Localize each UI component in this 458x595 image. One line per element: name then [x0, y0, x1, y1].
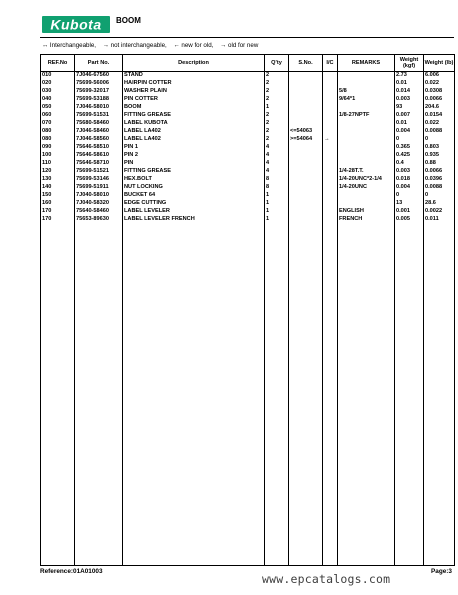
weight-lb-cell: 0.022	[424, 120, 455, 128]
interchangeability-cell	[323, 200, 338, 208]
remarks-cell	[338, 192, 395, 200]
ref-cell: 020	[41, 80, 75, 88]
legend-not-interchangeable: → not interchangeable,	[102, 42, 167, 49]
weight-lb-cell: 6.006	[424, 72, 455, 81]
description-cell: LABEL LEVELER FRENCH	[123, 216, 265, 224]
description-cell: LABEL LEVELER	[123, 208, 265, 216]
parts-table-body	[41, 72, 455, 566]
interchangeability-cell	[323, 176, 338, 184]
col-header-ref: REF.No	[41, 55, 75, 72]
weight-kgf-cell: 0	[395, 192, 424, 200]
serial-number-cell	[289, 168, 323, 176]
weight-lb-cell: 0.935	[424, 152, 455, 160]
ref-cell: 050	[41, 104, 75, 112]
remarks-cell	[338, 200, 395, 208]
weight-kgf-cell: 0.007	[395, 112, 424, 120]
empty-cell	[123, 224, 265, 566]
weight-lb-cell: 0.0066	[424, 96, 455, 104]
weight-kgf-cell: 0.004	[395, 128, 424, 136]
quantity-cell: 2	[265, 120, 289, 128]
header-divider	[40, 37, 454, 38]
weight-lb-cell: 0.0308	[424, 88, 455, 96]
col-header-remarks: REMARKS	[338, 55, 395, 72]
remarks-cell: 1/8-27NPTF	[338, 112, 395, 120]
interchangeability-cell	[323, 72, 338, 81]
remarks-cell: FRENCH	[338, 216, 395, 224]
part-number-cell: 75699-53146	[75, 176, 123, 184]
weight-lb-cell: 28.6	[424, 200, 455, 208]
description-cell: PIN	[123, 160, 265, 168]
empty-cell	[265, 224, 289, 566]
quantity-cell: 2	[265, 112, 289, 120]
col-header-part: Part No.	[75, 55, 123, 72]
ref-cell: 010	[41, 72, 75, 81]
weight-lb-cell: 0.88	[424, 160, 455, 168]
col-header-weight-kgf: Weight (kgf)	[395, 55, 424, 72]
part-number-cell: 75699-51531	[75, 112, 123, 120]
remarks-cell	[338, 144, 395, 152]
remarks-cell	[338, 104, 395, 112]
interchangeability-cell	[323, 168, 338, 176]
table-row	[41, 176, 455, 184]
page-number: Page:3	[431, 568, 452, 575]
ref-cell: 170	[41, 208, 75, 216]
weight-lb-cell: 0.0066	[424, 168, 455, 176]
serial-number-cell	[289, 200, 323, 208]
weight-kgf-cell: 0.01	[395, 120, 424, 128]
weight-lb-cell: 0.022	[424, 80, 455, 88]
interchangeability-cell	[323, 96, 338, 104]
weight-kgf-cell: 0.005	[395, 216, 424, 224]
interchangeability-cell	[323, 112, 338, 120]
page-title: BOOM	[116, 16, 141, 25]
quantity-cell: 8	[265, 184, 289, 192]
serial-number-cell	[289, 112, 323, 120]
weight-kgf-cell: 2.73	[395, 72, 424, 81]
serial-number-cell	[289, 72, 323, 81]
weight-kgf-cell: 0.004	[395, 184, 424, 192]
table-row	[41, 128, 455, 136]
quantity-cell: 1	[265, 192, 289, 200]
quantity-cell: 2	[265, 96, 289, 104]
description-cell: WASHER PLAIN	[123, 88, 265, 96]
serial-number-cell: >=54064	[289, 136, 323, 144]
col-header-serial: S.No.	[289, 55, 323, 72]
quantity-cell: 1	[265, 208, 289, 216]
remarks-cell: ENGLISH	[338, 208, 395, 216]
weight-lb-cell: 0.0088	[424, 128, 455, 136]
empty-cell	[395, 224, 424, 566]
ref-cell: 120	[41, 168, 75, 176]
table-row	[41, 208, 455, 216]
description-cell: PIN COTTER	[123, 96, 265, 104]
ref-cell: 100	[41, 152, 75, 160]
description-cell: HAIRPIN COTTER	[123, 80, 265, 88]
footer-divider	[40, 565, 454, 566]
description-cell: LABEL KUBOTA	[123, 120, 265, 128]
weight-kgf-cell: 13	[395, 200, 424, 208]
table-row	[41, 192, 455, 200]
weight-kgf-cell: 93	[395, 104, 424, 112]
description-cell: PIN 2	[123, 152, 265, 160]
ref-cell: 070	[41, 120, 75, 128]
description-cell: NUT LOCKING	[123, 184, 265, 192]
description-cell: STAND	[123, 72, 265, 81]
table-row	[41, 96, 455, 104]
empty-cell	[75, 224, 123, 566]
ref-cell: 170	[41, 216, 75, 224]
part-number-cell: 7J040-58010	[75, 192, 123, 200]
description-cell: PIN 1	[123, 144, 265, 152]
interchangeability-cell	[323, 184, 338, 192]
ref-cell: 150	[41, 192, 75, 200]
weight-lb-cell: 204.6	[424, 104, 455, 112]
quantity-cell: 1	[265, 104, 289, 112]
interchangeability-cell	[323, 192, 338, 200]
interchangeability-cell	[323, 80, 338, 88]
ref-cell: 160	[41, 200, 75, 208]
description-cell: BOOM	[123, 104, 265, 112]
parts-table	[40, 54, 455, 566]
remarks-cell	[338, 136, 395, 144]
weight-lb-cell: 0.803	[424, 144, 455, 152]
interchangeability-cell	[323, 88, 338, 96]
quantity-cell: 2	[265, 136, 289, 144]
table-row	[41, 136, 455, 144]
part-number-cell: 75699-53188	[75, 96, 123, 104]
part-number-cell: 75699-32017	[75, 88, 123, 96]
ref-cell: 110	[41, 160, 75, 168]
weight-kgf-cell: 0.425	[395, 152, 424, 160]
description-cell: EDGE CUTTING	[123, 200, 265, 208]
ref-cell: 060	[41, 112, 75, 120]
interchangeability-cell	[323, 120, 338, 128]
serial-number-cell	[289, 160, 323, 168]
description-cell: LABEL LA402	[123, 136, 265, 144]
quantity-cell: 4	[265, 144, 289, 152]
quantity-cell: 4	[265, 160, 289, 168]
serial-number-cell	[289, 80, 323, 88]
part-number-cell: 7J046-58010	[75, 104, 123, 112]
table-row	[41, 144, 455, 152]
serial-number-cell	[289, 176, 323, 184]
table-filler-row	[41, 224, 455, 566]
interchangeability-cell	[323, 160, 338, 168]
weight-kgf-cell: 0.018	[395, 176, 424, 184]
weight-lb-cell: 0.0022	[424, 208, 455, 216]
remarks-cell: 5/8	[338, 88, 395, 96]
remarks-cell	[338, 80, 395, 88]
serial-number-cell	[289, 120, 323, 128]
quantity-cell: 2	[265, 72, 289, 81]
weight-lb-cell: 0.0088	[424, 184, 455, 192]
part-number-cell: 7J046-58560	[75, 136, 123, 144]
weight-kgf-cell: 0.001	[395, 208, 424, 216]
empty-cell	[424, 224, 455, 566]
part-number-cell: 75699-56006	[75, 80, 123, 88]
ref-cell: 080	[41, 128, 75, 136]
serial-number-cell	[289, 208, 323, 216]
interchangeability-cell	[323, 152, 338, 160]
serial-number-cell	[289, 184, 323, 192]
ref-cell: 130	[41, 176, 75, 184]
ref-cell: 040	[41, 96, 75, 104]
part-number-cell: 75646-58610	[75, 152, 123, 160]
ref-cell: 030	[41, 88, 75, 96]
part-number-cell: 75646-58510	[75, 144, 123, 152]
weight-lb-cell: 0.0154	[424, 112, 455, 120]
weight-lb-cell: 0.0396	[424, 176, 455, 184]
serial-number-cell	[289, 88, 323, 96]
part-number-cell: 75699-51911	[75, 184, 123, 192]
interchangeability-cell	[323, 208, 338, 216]
part-number-cell: 7J046-67560	[75, 72, 123, 81]
quantity-cell: 2	[265, 88, 289, 96]
ref-cell: 140	[41, 184, 75, 192]
weight-kgf-cell: 0.003	[395, 168, 424, 176]
weight-kgf-cell: 0.01	[395, 80, 424, 88]
part-number-cell: 75653-89630	[75, 216, 123, 224]
col-header-description: Description	[123, 55, 265, 72]
part-number-cell: 75680-58460	[75, 120, 123, 128]
table-row	[41, 80, 455, 88]
reference-code: Reference:01A01003	[40, 568, 103, 575]
description-cell: LABEL LA402	[123, 128, 265, 136]
remarks-cell: 1/4-20UNC	[338, 184, 395, 192]
col-header-qty: Q'ty	[265, 55, 289, 72]
table-row	[41, 72, 455, 81]
weight-lb-cell: 0.011	[424, 216, 455, 224]
remarks-cell	[338, 72, 395, 81]
weight-kgf-cell: 0.365	[395, 144, 424, 152]
quantity-cell: 4	[265, 168, 289, 176]
svg-text:Kubota: Kubota	[50, 16, 102, 33]
table-row	[41, 200, 455, 208]
remarks-cell: 1/4-20UNC*2-1/4	[338, 176, 395, 184]
legend-interchangeable: ↔ Interchangeable,	[42, 42, 97, 49]
quantity-cell: 4	[265, 152, 289, 160]
kubota-logo-graphic	[42, 16, 110, 33]
watermark-url: www.epcatalogs.com	[262, 572, 391, 586]
description-cell: BUCKET 64	[123, 192, 265, 200]
table-row	[41, 112, 455, 120]
part-number-cell: 7J040-58320	[75, 200, 123, 208]
empty-cell	[338, 224, 395, 566]
ref-cell: 080	[41, 136, 75, 144]
serial-number-cell	[289, 104, 323, 112]
table-row	[41, 104, 455, 112]
interchangeability-legend	[42, 42, 263, 49]
quantity-cell: 2	[265, 80, 289, 88]
table-header-row	[41, 55, 455, 72]
serial-number-cell	[289, 216, 323, 224]
serial-number-cell: <=54063	[289, 128, 323, 136]
ref-cell: 090	[41, 144, 75, 152]
weight-kgf-cell: 0.003	[395, 96, 424, 104]
col-header-ic: I/C	[323, 55, 338, 72]
interchangeability-cell	[323, 144, 338, 152]
part-number-cell: 75640-58460	[75, 208, 123, 216]
remarks-cell	[338, 120, 395, 128]
table-row	[41, 160, 455, 168]
legend-old-for-new: → old for new	[220, 42, 259, 49]
weight-kgf-cell: 0.4	[395, 160, 424, 168]
serial-number-cell	[289, 96, 323, 104]
kubota-logo	[42, 16, 110, 33]
interchangeability-cell	[323, 216, 338, 224]
interchangeability-cell: →	[323, 136, 338, 144]
weight-lb-cell: 0	[424, 192, 455, 200]
description-cell: FITTING GREASE	[123, 112, 265, 120]
weight-kgf-cell: 0	[395, 136, 424, 144]
quantity-cell: 8	[265, 176, 289, 184]
remarks-cell	[338, 152, 395, 160]
serial-number-cell	[289, 152, 323, 160]
interchangeability-cell	[323, 128, 338, 136]
col-header-weight-lb: Weight (lb)	[424, 55, 455, 72]
remarks-cell	[338, 160, 395, 168]
serial-number-cell	[289, 144, 323, 152]
empty-cell	[41, 224, 75, 566]
empty-cell	[289, 224, 323, 566]
remarks-cell	[338, 128, 395, 136]
table-row	[41, 88, 455, 96]
weight-lb-cell: 0	[424, 136, 455, 144]
description-cell: FITTING GREASE	[123, 168, 265, 176]
quantity-cell: 1	[265, 200, 289, 208]
part-number-cell: 7J046-58460	[75, 128, 123, 136]
part-number-cell: 75699-51521	[75, 168, 123, 176]
serial-number-cell	[289, 192, 323, 200]
quantity-cell: 1	[265, 216, 289, 224]
table-row	[41, 120, 455, 128]
table-row	[41, 168, 455, 176]
description-cell: HEX.BOLT	[123, 176, 265, 184]
part-number-cell: 75646-58710	[75, 160, 123, 168]
interchangeability-cell	[323, 104, 338, 112]
remarks-cell: 9/64*1	[338, 96, 395, 104]
empty-cell	[323, 224, 338, 566]
legend-new-for-old: ← new for old,	[173, 42, 214, 49]
weight-kgf-cell: 0.014	[395, 88, 424, 96]
table-row	[41, 152, 455, 160]
remarks-cell: 1/4-28T.T.	[338, 168, 395, 176]
quantity-cell: 2	[265, 128, 289, 136]
table-row	[41, 184, 455, 192]
table-row	[41, 216, 455, 224]
